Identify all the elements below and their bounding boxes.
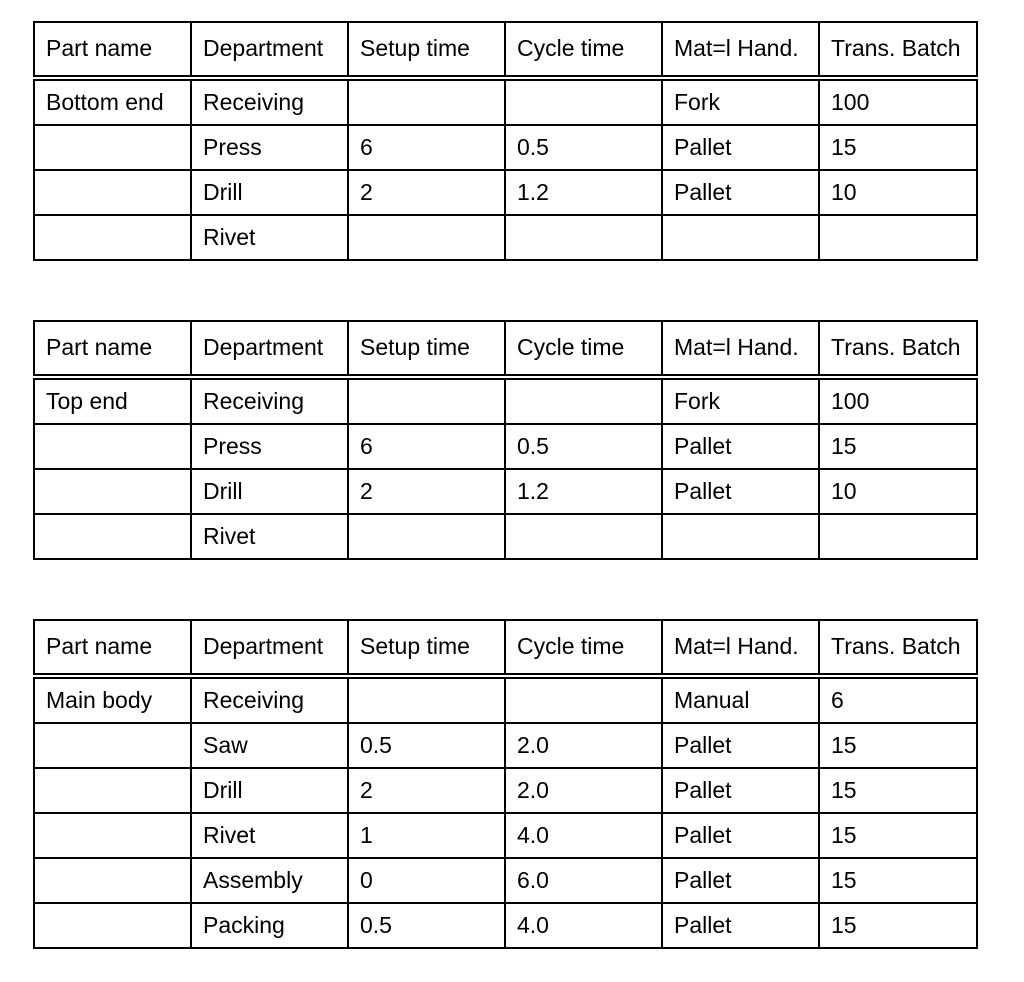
table-cell: Main body: [34, 676, 191, 723]
table-cell: Rivet: [191, 215, 348, 260]
table-cell: Assembly: [191, 858, 348, 903]
header-cell-department: Department: [191, 620, 348, 676]
table-cell: [505, 215, 662, 260]
table-cell: Drill: [191, 469, 348, 514]
table-cell: 6: [819, 676, 977, 723]
table-row: [34, 514, 977, 559]
table-cell: Pallet: [662, 723, 819, 768]
table-cell: Pallet: [662, 170, 819, 215]
table-cell: [662, 514, 819, 559]
table-row: [34, 78, 977, 125]
table-cell: [662, 215, 819, 260]
table-cell: [505, 377, 662, 424]
table-cell: [819, 514, 977, 559]
table-row: [34, 903, 977, 948]
table-row: [34, 676, 977, 723]
table-cell: Pallet: [662, 768, 819, 813]
table-cell: 0: [348, 858, 505, 903]
table-row: [34, 723, 977, 768]
table-cell: 1.2: [505, 170, 662, 215]
table-cell: Receiving: [191, 676, 348, 723]
header-cell-setup-time: Setup time: [348, 22, 505, 78]
header-cell-part-name: Part name: [34, 22, 191, 78]
table-cell: 2: [348, 170, 505, 215]
table-cell: Saw: [191, 723, 348, 768]
table-cell: 6: [348, 424, 505, 469]
table-cell: 10: [819, 170, 977, 215]
table-cell: 0.5: [348, 903, 505, 948]
header-row: [34, 22, 977, 78]
table-cell: 15: [819, 813, 977, 858]
header-cell-cycle-time: Cycle time: [505, 22, 662, 78]
table-cell: 15: [819, 424, 977, 469]
table-row: [34, 215, 977, 260]
table-cell: Fork: [662, 377, 819, 424]
table-cell: Press: [191, 125, 348, 170]
table-cell: Press: [191, 424, 348, 469]
header-cell-cycle-time: Cycle time: [505, 620, 662, 676]
header-cell-transfer-batch: Trans. Batch: [819, 620, 977, 676]
table-row: [34, 125, 977, 170]
table-cell: 100: [819, 377, 977, 424]
table-row: [34, 170, 977, 215]
table-cell: [348, 377, 505, 424]
header-cell-material-handling: Mat=l Hand.: [662, 321, 819, 377]
table-cell: Pallet: [662, 469, 819, 514]
table-row: [34, 469, 977, 514]
table-cell: 2.0: [505, 768, 662, 813]
table-cell: 15: [819, 903, 977, 948]
table-cell: 0.5: [505, 125, 662, 170]
table-cell: [34, 858, 191, 903]
table-cell: Manual: [662, 676, 819, 723]
table-cell: 15: [819, 723, 977, 768]
table-cell: Drill: [191, 768, 348, 813]
table-row: [34, 768, 977, 813]
routing-table-1: [33, 21, 978, 261]
table-cell: [819, 215, 977, 260]
routing-table-2: [33, 320, 978, 560]
table-cell: [34, 424, 191, 469]
table-cell: 6: [348, 125, 505, 170]
table-cell: 6.0: [505, 858, 662, 903]
table-cell: [348, 676, 505, 723]
table-row: [34, 377, 977, 424]
table-cell: [34, 723, 191, 768]
table-cell: [348, 514, 505, 559]
table-cell: [34, 469, 191, 514]
table-cell: 0.5: [505, 424, 662, 469]
table-cell: Bottom end: [34, 78, 191, 125]
table-cell: 0.5: [348, 723, 505, 768]
table-cell: Pallet: [662, 813, 819, 858]
table-cell: [34, 813, 191, 858]
table-cell: Fork: [662, 78, 819, 125]
table-cell: [34, 125, 191, 170]
table-cell: [34, 514, 191, 559]
header-cell-material-handling: Mat=l Hand.: [662, 22, 819, 78]
header-cell-cycle-time: Cycle time: [505, 321, 662, 377]
table-cell: 15: [819, 768, 977, 813]
table-cell: 100: [819, 78, 977, 125]
table-row: [34, 813, 977, 858]
table-row: [34, 424, 977, 469]
header-cell-setup-time: Setup time: [348, 321, 505, 377]
table-cell: Pallet: [662, 903, 819, 948]
table-cell: Packing: [191, 903, 348, 948]
table-cell: 2: [348, 469, 505, 514]
header-cell-transfer-batch: Trans. Batch: [819, 321, 977, 377]
table-cell: Top end: [34, 377, 191, 424]
header-cell-department: Department: [191, 22, 348, 78]
header-cell-part-name: Part name: [34, 620, 191, 676]
table-cell: 4.0: [505, 813, 662, 858]
table-cell: [348, 215, 505, 260]
header-cell-setup-time: Setup time: [348, 620, 505, 676]
table-cell: [34, 768, 191, 813]
table-cell: [348, 78, 505, 125]
table-cell: 1.2: [505, 469, 662, 514]
table-cell: 4.0: [505, 903, 662, 948]
routing-table-3: [33, 619, 978, 949]
table-cell: Receiving: [191, 377, 348, 424]
table-cell: 15: [819, 858, 977, 903]
table-cell: 2.0: [505, 723, 662, 768]
table-cell: Rivet: [191, 514, 348, 559]
table-cell: 10: [819, 469, 977, 514]
header-row: [34, 321, 977, 377]
table-cell: Receiving: [191, 78, 348, 125]
table-cell: [505, 676, 662, 723]
table-cell: Pallet: [662, 424, 819, 469]
table-row: [34, 858, 977, 903]
table-cell: Pallet: [662, 125, 819, 170]
table-cell: 1: [348, 813, 505, 858]
table-cell: Rivet: [191, 813, 348, 858]
table-cell: [505, 78, 662, 125]
header-cell-material-handling: Mat=l Hand.: [662, 620, 819, 676]
table-cell: Drill: [191, 170, 348, 215]
table-cell: [34, 170, 191, 215]
header-cell-part-name: Part name: [34, 321, 191, 377]
table-cell: [505, 514, 662, 559]
table-cell: [34, 903, 191, 948]
table-cell: [34, 215, 191, 260]
table-cell: 2: [348, 768, 505, 813]
table-cell: Pallet: [662, 858, 819, 903]
header-row: [34, 620, 977, 676]
table-cell: 15: [819, 125, 977, 170]
header-cell-transfer-batch: Trans. Batch: [819, 22, 977, 78]
header-cell-department: Department: [191, 321, 348, 377]
